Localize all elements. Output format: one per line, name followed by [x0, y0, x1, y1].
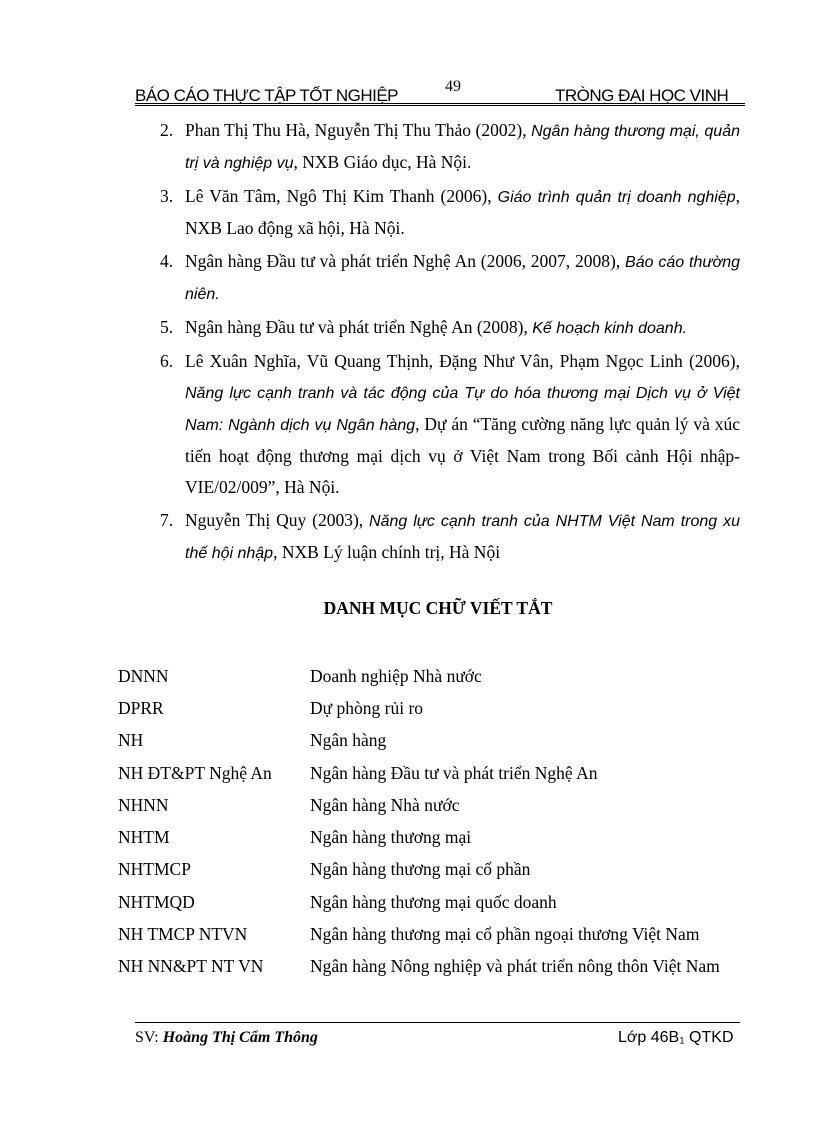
reference-publisher: , NXB Lý luận chính trị, Hà Nội	[273, 542, 501, 562]
header-right-title: TRÒNG ĐẠI HỌC VINH	[555, 86, 729, 105]
footer-class: Lớp 46B₁ QTKD	[618, 1029, 734, 1046]
abbreviation-meaning: Ngân hàng Đầu tư và phát triển Nghệ An	[310, 762, 598, 783]
reference-title: Năng lực cạnh tranh và tác động của Tự do hóa thương mại Dịch vụ ở Việt Nam: Ngành dịch vụ Ngân hàng	[185, 385, 740, 434]
reference-item	[160, 181, 740, 244]
reference-publisher: , Dự án “Tăng cường năng lực quản lý và xúc tiến hoạt động thương mại dịch vụ ở Việt Nam trong Bối cảnh Hội nhập- VIE/02/009”, Hà Nội.	[185, 414, 740, 497]
abbreviation-code: NHTM	[118, 827, 170, 848]
abbreviation-meaning: Ngân hàng thương mại	[310, 827, 472, 848]
abbreviation-meaning: Ngân hàng	[310, 730, 387, 751]
reference-title: Năng lực cạnh tranh của NHTM Việt Nam trong xu thế hội nhập	[185, 513, 740, 562]
table-row	[118, 692, 720, 724]
reference-number: 5.	[160, 317, 174, 337]
reference-title: Kế hoạch kinh doanh.	[532, 320, 688, 337]
reference-authors: Nguyễn Thị Quy (2003),	[185, 510, 370, 530]
table-row	[118, 821, 720, 853]
abbreviation-meaning: Doanh nghiệp Nhà nước	[310, 665, 482, 686]
footer-student	[135, 1029, 318, 1047]
table-row	[118, 854, 720, 886]
abbreviation-table	[118, 660, 720, 983]
reference-item	[160, 115, 740, 179]
reference-title: Báo cáo thường niên.	[185, 254, 741, 303]
abbreviation-code: NHTMQD	[118, 891, 195, 912]
table-row	[118, 660, 720, 692]
table-row	[118, 918, 720, 950]
reference-authors: Phan Thị Thu Hà, Nguyễn Thị Thu Thảo (2002),	[185, 120, 532, 140]
abbreviation-meaning: Ngân hàng thương mại cổ phần ngoại thương Việt Nam	[310, 924, 700, 945]
reference-item	[160, 312, 740, 344]
header-rule	[135, 103, 745, 106]
table-row	[118, 757, 720, 789]
reference-authors: Lê Văn Tâm, Ngô Thị Kim Thanh (2006),	[185, 186, 498, 206]
table-row	[118, 951, 720, 983]
reference-title: Giáo trình quản trị doanh nghiệp	[497, 189, 736, 206]
reference-number: 4.	[160, 251, 174, 271]
reference-title: Ngân hàng thương mại, quản trị và nghiệp vụ	[185, 123, 740, 172]
reference-authors: Lê Xuân Nghĩa, Vũ Quang Thịnh, Đặng Như Vân, Phạm Ngọc Linh (2006),	[185, 351, 740, 371]
abbreviation-code: NH NN&PT NT VN	[118, 956, 264, 977]
abbreviation-code: NH TMCP NTVN	[118, 924, 248, 945]
abbreviation-meaning: Ngân hàng thương mại quốc doanh	[310, 891, 557, 912]
abbreviation-code: NH ĐT&PT Nghệ An	[118, 762, 272, 783]
table-row	[118, 886, 720, 918]
reference-authors: Ngân hàng Đầu tư và phát triển Nghệ An (2008),	[185, 317, 533, 337]
table-row	[118, 789, 720, 821]
section-title: DANH MỤC CHỮ VIẾT TẮT	[323, 598, 553, 618]
abbreviation-code: DNNN	[118, 665, 169, 686]
table-row	[118, 725, 720, 757]
reference-item	[160, 505, 740, 569]
abbreviation-code: NH	[118, 730, 144, 751]
reference-number: 3.	[160, 186, 174, 206]
reference-publisher: , NXB Giáo dục, Hà Nội.	[293, 152, 472, 172]
reference-number: 2.	[160, 120, 174, 140]
reference-item	[160, 246, 740, 310]
reference-number: 7.	[160, 510, 174, 530]
header-left-title: BÁO CÁO THỰC TẬP TỐT NGHIỆP	[135, 86, 399, 105]
footer-student-name: Hoàng Thị Cẩm Thông	[162, 1029, 318, 1046]
reference-publisher: , NXB Lao động xã hội, Hà Nội.	[185, 186, 740, 238]
footer-rule	[135, 1022, 740, 1023]
reference-item	[160, 346, 740, 503]
abbreviation-code: NHTMCP	[118, 859, 191, 880]
abbreviation-code: NHNN	[118, 794, 169, 815]
footer-sv-label: SV:	[135, 1029, 163, 1046]
reference-authors: Ngân hàng Đầu tư và phát triển Nghệ An (2006, 2007, 2008),	[185, 251, 626, 271]
reference-list	[160, 115, 740, 571]
reference-number: 6.	[160, 351, 174, 371]
page-number: 49	[445, 78, 461, 95]
abbreviation-meaning: Dự phòng rủi ro	[310, 697, 424, 718]
abbreviation-meaning: Ngân hàng Nhà nước	[310, 794, 460, 815]
abbreviation-code: DPRR	[118, 697, 164, 718]
abbreviation-meaning: Ngân hàng Nông nghiệp và phát triển nông thôn Việt Nam	[310, 956, 720, 977]
abbreviation-meaning: Ngân hàng thương mại cổ phần	[310, 859, 531, 880]
